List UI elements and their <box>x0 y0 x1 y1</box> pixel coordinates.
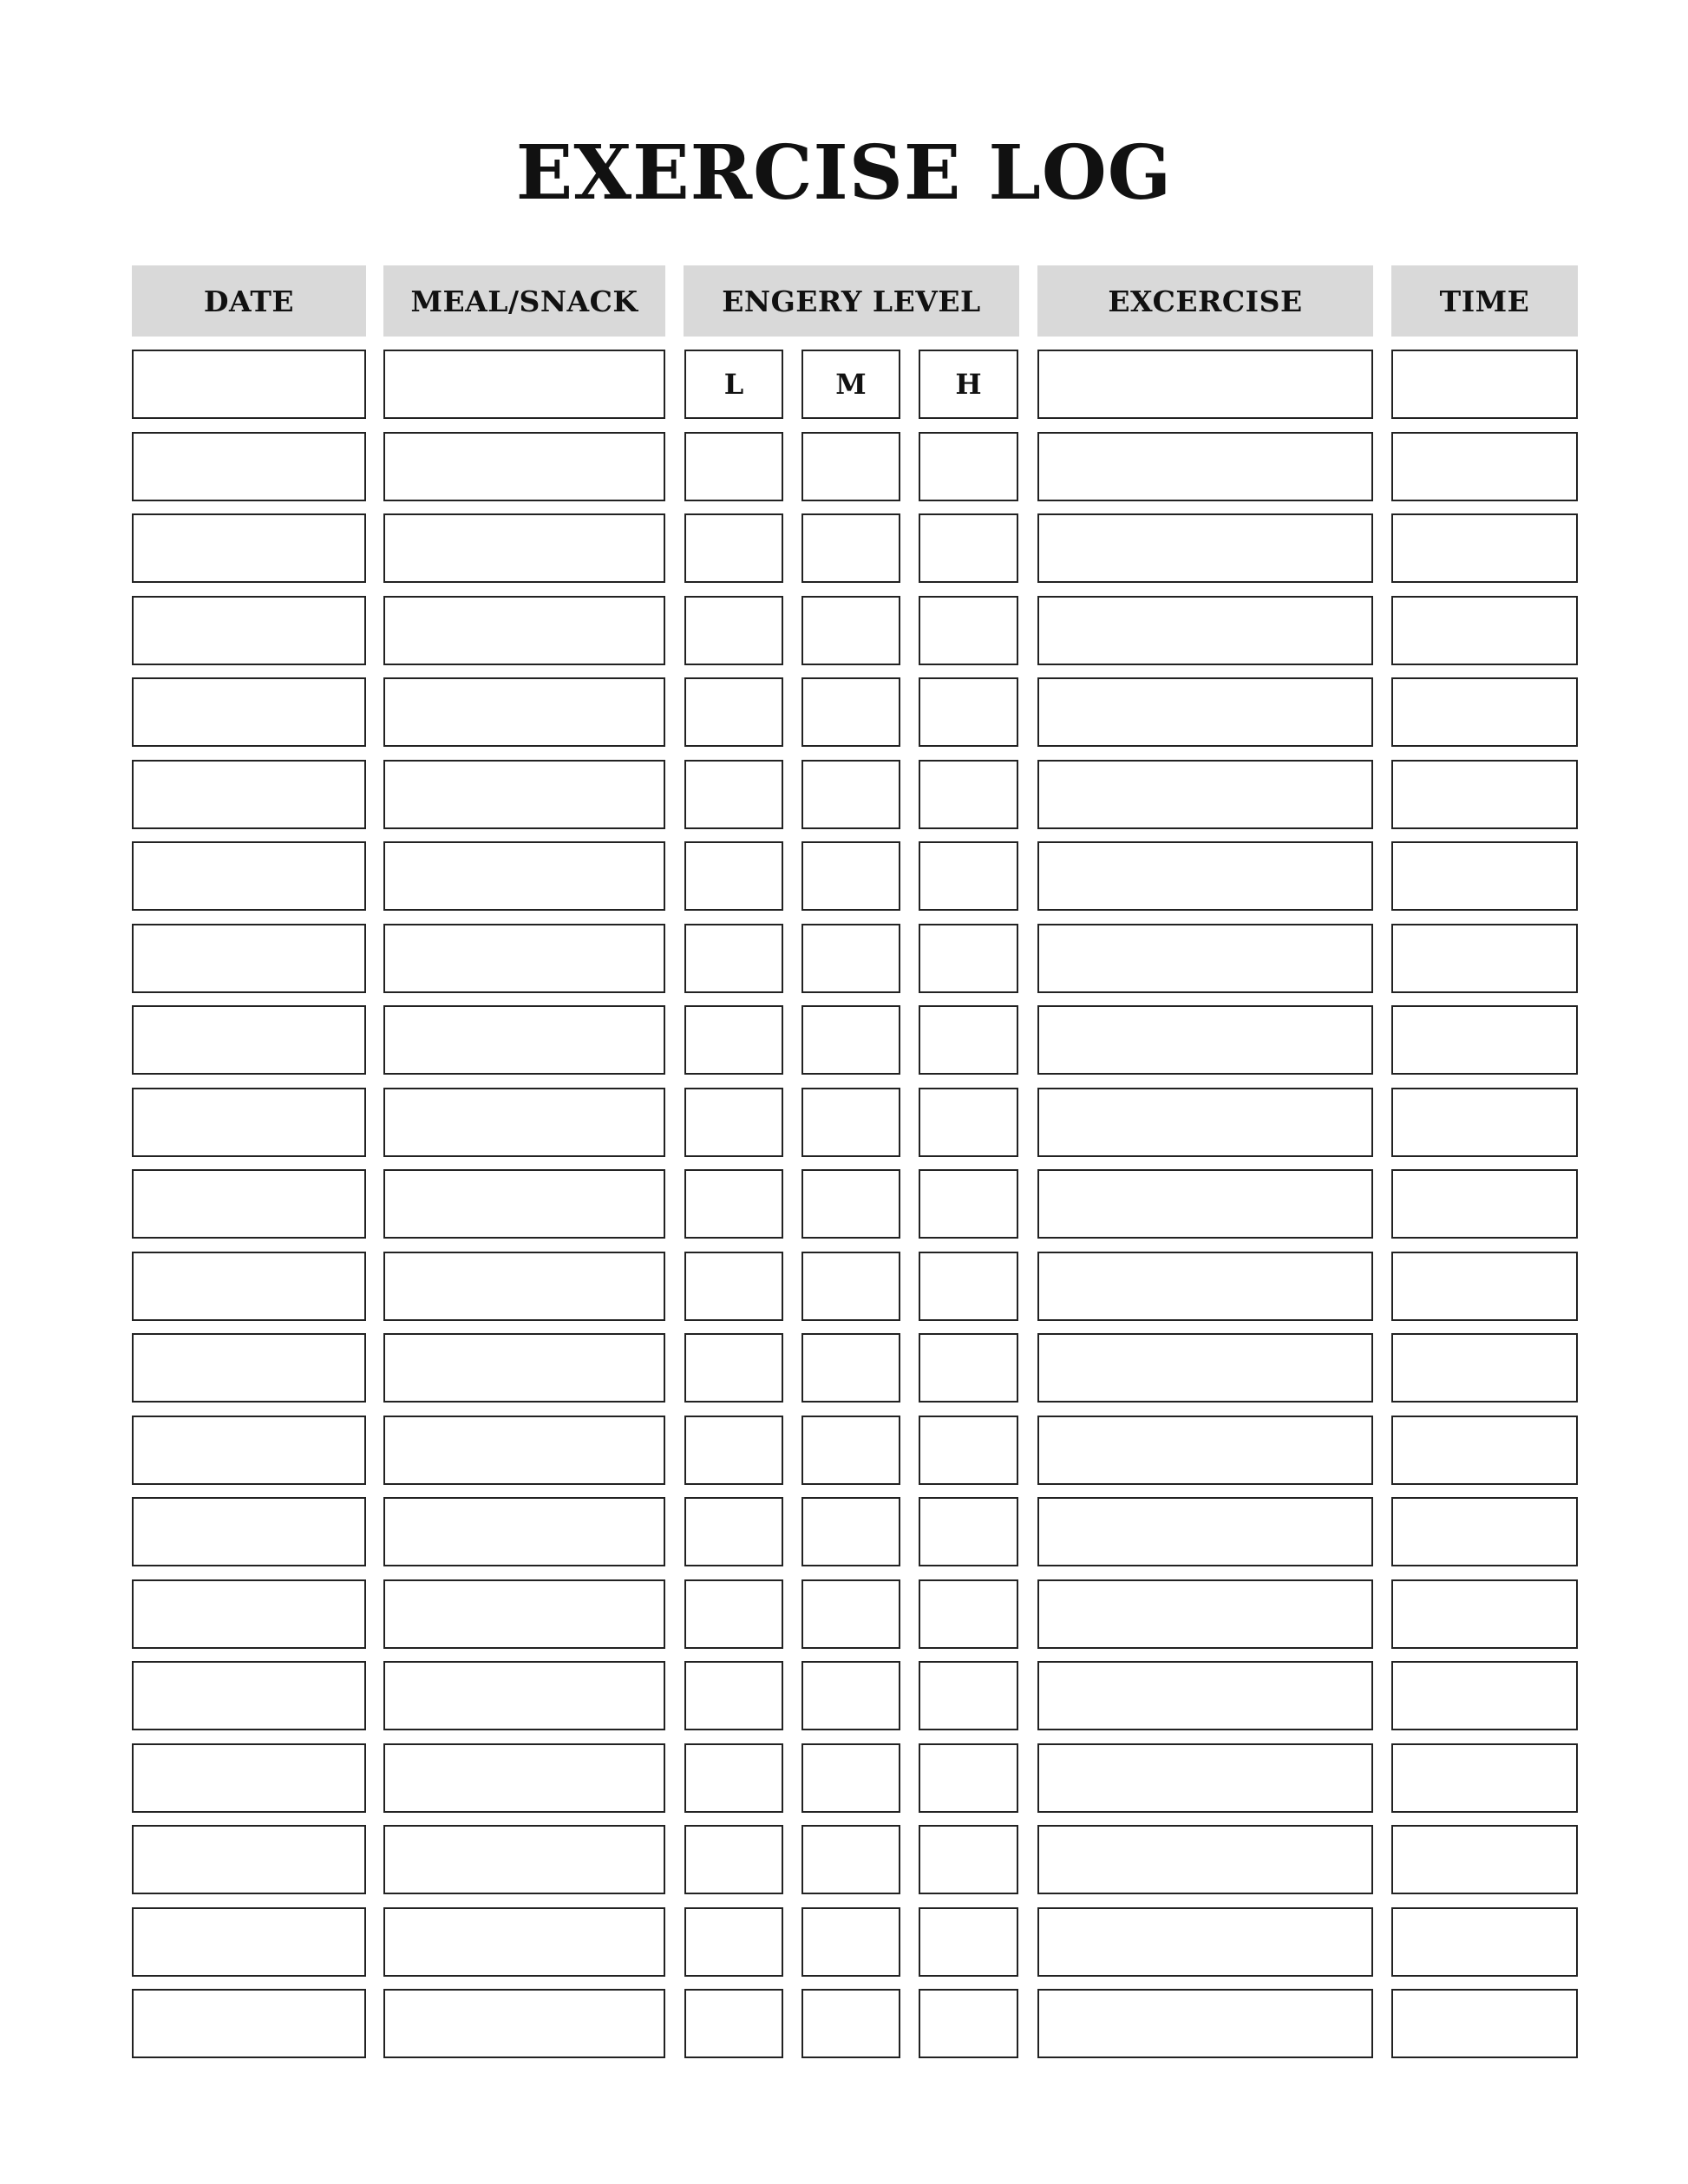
time-cell[interactable] <box>1391 1907 1578 1977</box>
energy-medium-cell[interactable] <box>801 1907 900 1977</box>
date-cell[interactable] <box>132 1252 366 1321</box>
energy-low-cell[interactable] <box>684 760 783 829</box>
energy-medium-cell[interactable] <box>801 1252 900 1321</box>
time-cell[interactable] <box>1391 1005 1578 1075</box>
date-cell[interactable] <box>132 1907 366 1977</box>
exercise-cell[interactable] <box>1037 677 1373 747</box>
meal-snack-cell[interactable] <box>383 596 665 665</box>
meal-snack-cell[interactable] <box>383 1989 665 2058</box>
energy-low-cell[interactable] <box>684 1169 783 1239</box>
energy-medium-cell[interactable] <box>801 1743 900 1813</box>
date-cell[interactable] <box>132 760 366 829</box>
energy-low-cell[interactable] <box>684 1252 783 1321</box>
exercise-cell[interactable] <box>1037 350 1373 419</box>
energy-low-cell[interactable] <box>684 1743 783 1813</box>
meal-snack-cell[interactable] <box>383 1416 665 1485</box>
exercise-cell[interactable] <box>1037 1661 1373 1730</box>
time-cell[interactable] <box>1391 1825 1578 1894</box>
energy-high-cell[interactable] <box>919 1579 1018 1649</box>
meal-snack-cell[interactable] <box>383 1825 665 1894</box>
time-cell[interactable] <box>1391 841 1578 911</box>
energy-low-cell[interactable]: L <box>684 350 783 419</box>
time-cell[interactable] <box>1391 924 1578 993</box>
energy-medium-cell[interactable] <box>801 924 900 993</box>
exercise-cell[interactable] <box>1037 1497 1373 1566</box>
exercise-cell[interactable] <box>1037 1989 1373 2058</box>
energy-low-cell[interactable] <box>684 1661 783 1730</box>
energy-low-cell[interactable] <box>684 1005 783 1075</box>
exercise-cell[interactable] <box>1037 596 1373 665</box>
date-cell[interactable] <box>132 1005 366 1075</box>
meal-snack-cell[interactable] <box>383 924 665 993</box>
date-cell[interactable] <box>132 1579 366 1649</box>
date-cell[interactable] <box>132 1416 366 1485</box>
time-cell[interactable] <box>1391 1743 1578 1813</box>
column-header-exercise: EXCERCISE <box>1037 265 1373 337</box>
energy-low-cell[interactable] <box>684 841 783 911</box>
energy-medium-cell[interactable] <box>801 760 900 829</box>
energy-high-cell[interactable] <box>919 1252 1018 1321</box>
energy-high-cell[interactable]: H <box>919 350 1018 419</box>
energy-high-cell[interactable] <box>919 1743 1018 1813</box>
energy-medium-cell[interactable] <box>801 1579 900 1649</box>
energy-high-cell[interactable] <box>919 513 1018 583</box>
exercise-cell[interactable] <box>1037 1743 1373 1813</box>
energy-low-cell[interactable] <box>684 924 783 993</box>
energy-medium-cell[interactable] <box>801 1497 900 1566</box>
exercise-cell[interactable] <box>1037 513 1373 583</box>
meal-snack-cell[interactable] <box>383 1169 665 1239</box>
meal-snack-cell[interactable] <box>383 1497 665 1566</box>
energy-low-cell[interactable] <box>684 1088 783 1157</box>
energy-high-cell[interactable] <box>919 596 1018 665</box>
energy-low-cell[interactable] <box>684 1333 783 1403</box>
time-cell[interactable] <box>1391 1088 1578 1157</box>
date-cell[interactable] <box>132 924 366 993</box>
meal-snack-cell[interactable] <box>383 350 665 419</box>
meal-snack-cell[interactable] <box>383 841 665 911</box>
exercise-cell[interactable] <box>1037 1579 1373 1649</box>
exercise-cell[interactable] <box>1037 760 1373 829</box>
energy-high-cell[interactable] <box>919 1907 1018 1977</box>
energy-medium-cell[interactable] <box>801 513 900 583</box>
column-header-time: TIME <box>1391 265 1578 337</box>
energy-low-cell[interactable] <box>684 1825 783 1894</box>
time-cell[interactable] <box>1391 1416 1578 1485</box>
date-cell[interactable] <box>132 596 366 665</box>
time-cell[interactable] <box>1391 596 1578 665</box>
energy-medium-cell[interactable] <box>801 596 900 665</box>
meal-snack-cell[interactable] <box>383 1579 665 1649</box>
time-cell[interactable] <box>1391 1989 1578 2058</box>
energy-low-cell[interactable] <box>684 1989 783 2058</box>
energy-low-cell[interactable] <box>684 432 783 501</box>
energy-medium-cell[interactable] <box>801 1333 900 1403</box>
exercise-cell[interactable] <box>1037 1169 1373 1239</box>
exercise-cell[interactable] <box>1037 1825 1373 1894</box>
energy-low-cell[interactable] <box>684 513 783 583</box>
exercise-cell[interactable] <box>1037 1907 1373 1977</box>
exercise-cell[interactable] <box>1037 1333 1373 1403</box>
time-cell[interactable] <box>1391 432 1578 501</box>
date-cell[interactable] <box>132 1825 366 1894</box>
meal-snack-cell[interactable] <box>383 1005 665 1075</box>
date-cell[interactable] <box>132 432 366 501</box>
energy-high-cell[interactable] <box>919 760 1018 829</box>
column-header-energy-level: ENGERY LEVEL <box>684 265 1019 337</box>
meal-snack-cell[interactable] <box>383 1743 665 1813</box>
meal-snack-cell[interactable] <box>383 760 665 829</box>
date-cell[interactable] <box>132 1989 366 2058</box>
exercise-cell[interactable] <box>1037 432 1373 501</box>
page-title: EXERCISE LOG <box>515 129 1173 217</box>
time-cell[interactable] <box>1391 1579 1578 1649</box>
exercise-cell[interactable] <box>1037 841 1373 911</box>
date-cell[interactable] <box>132 1743 366 1813</box>
time-cell[interactable] <box>1391 760 1578 829</box>
time-cell[interactable] <box>1391 1169 1578 1239</box>
meal-snack-cell[interactable] <box>383 1333 665 1403</box>
meal-snack-cell[interactable] <box>383 1661 665 1730</box>
date-cell[interactable] <box>132 1088 366 1157</box>
energy-medium-cell[interactable] <box>801 1416 900 1485</box>
energy-medium-cell[interactable] <box>801 1169 900 1239</box>
date-cell[interactable] <box>132 1169 366 1239</box>
energy-medium-cell[interactable] <box>801 1005 900 1075</box>
energy-low-cell[interactable] <box>684 1579 783 1649</box>
energy-high-cell[interactable] <box>919 1005 1018 1075</box>
meal-snack-cell[interactable] <box>383 677 665 747</box>
energy-high-cell[interactable] <box>919 841 1018 911</box>
meal-snack-cell[interactable] <box>383 432 665 501</box>
energy-medium-cell[interactable] <box>801 1661 900 1730</box>
energy-high-cell[interactable] <box>919 1088 1018 1157</box>
exercise-cell[interactable] <box>1037 924 1373 993</box>
energy-medium-cell[interactable] <box>801 1088 900 1157</box>
energy-high-cell[interactable] <box>919 1169 1018 1239</box>
energy-medium-cell[interactable] <box>801 677 900 747</box>
energy-medium-cell[interactable] <box>801 1989 900 2058</box>
meal-snack-cell[interactable] <box>383 513 665 583</box>
meal-snack-cell[interactable] <box>383 1252 665 1321</box>
energy-high-cell[interactable] <box>919 924 1018 993</box>
time-cell[interactable] <box>1391 513 1578 583</box>
energy-high-cell[interactable] <box>919 1333 1018 1403</box>
energy-high-cell[interactable] <box>919 1661 1018 1730</box>
exercise-cell[interactable] <box>1037 1416 1373 1485</box>
date-cell[interactable] <box>132 841 366 911</box>
energy-low-cell[interactable] <box>684 1907 783 1977</box>
meal-snack-cell[interactable] <box>383 1088 665 1157</box>
energy-medium-cell[interactable] <box>801 432 900 501</box>
energy-low-cell[interactable] <box>684 677 783 747</box>
energy-medium-cell[interactable] <box>801 1825 900 1894</box>
energy-high-cell[interactable] <box>919 1416 1018 1485</box>
column-header-date: DATE <box>132 265 366 337</box>
time-cell[interactable] <box>1391 1497 1578 1566</box>
date-cell[interactable] <box>132 677 366 747</box>
time-cell[interactable] <box>1391 1252 1578 1321</box>
date-cell[interactable] <box>132 1333 366 1403</box>
time-cell[interactable] <box>1391 1333 1578 1403</box>
energy-medium-cell[interactable]: M <box>801 350 900 419</box>
column-header-meal-snack: MEAL/SNACK <box>383 265 665 337</box>
time-cell[interactable] <box>1391 350 1578 419</box>
exercise-cell[interactable] <box>1037 1252 1373 1321</box>
energy-high-cell[interactable] <box>919 1497 1018 1566</box>
energy-high-cell[interactable] <box>919 1989 1018 2058</box>
energy-high-cell[interactable] <box>919 677 1018 747</box>
energy-low-cell[interactable] <box>684 596 783 665</box>
energy-high-cell[interactable] <box>919 1825 1018 1894</box>
date-cell[interactable] <box>132 1497 366 1566</box>
exercise-cell[interactable] <box>1037 1005 1373 1075</box>
energy-low-cell[interactable] <box>684 1416 783 1485</box>
energy-medium-cell[interactable] <box>801 841 900 911</box>
time-cell[interactable] <box>1391 677 1578 747</box>
exercise-cell[interactable] <box>1037 1088 1373 1157</box>
date-cell[interactable] <box>132 513 366 583</box>
meal-snack-cell[interactable] <box>383 1907 665 1977</box>
date-cell[interactable] <box>132 1661 366 1730</box>
date-cell[interactable] <box>132 350 366 419</box>
energy-high-cell[interactable] <box>919 432 1018 501</box>
time-cell[interactable] <box>1391 1661 1578 1730</box>
energy-low-cell[interactable] <box>684 1497 783 1566</box>
